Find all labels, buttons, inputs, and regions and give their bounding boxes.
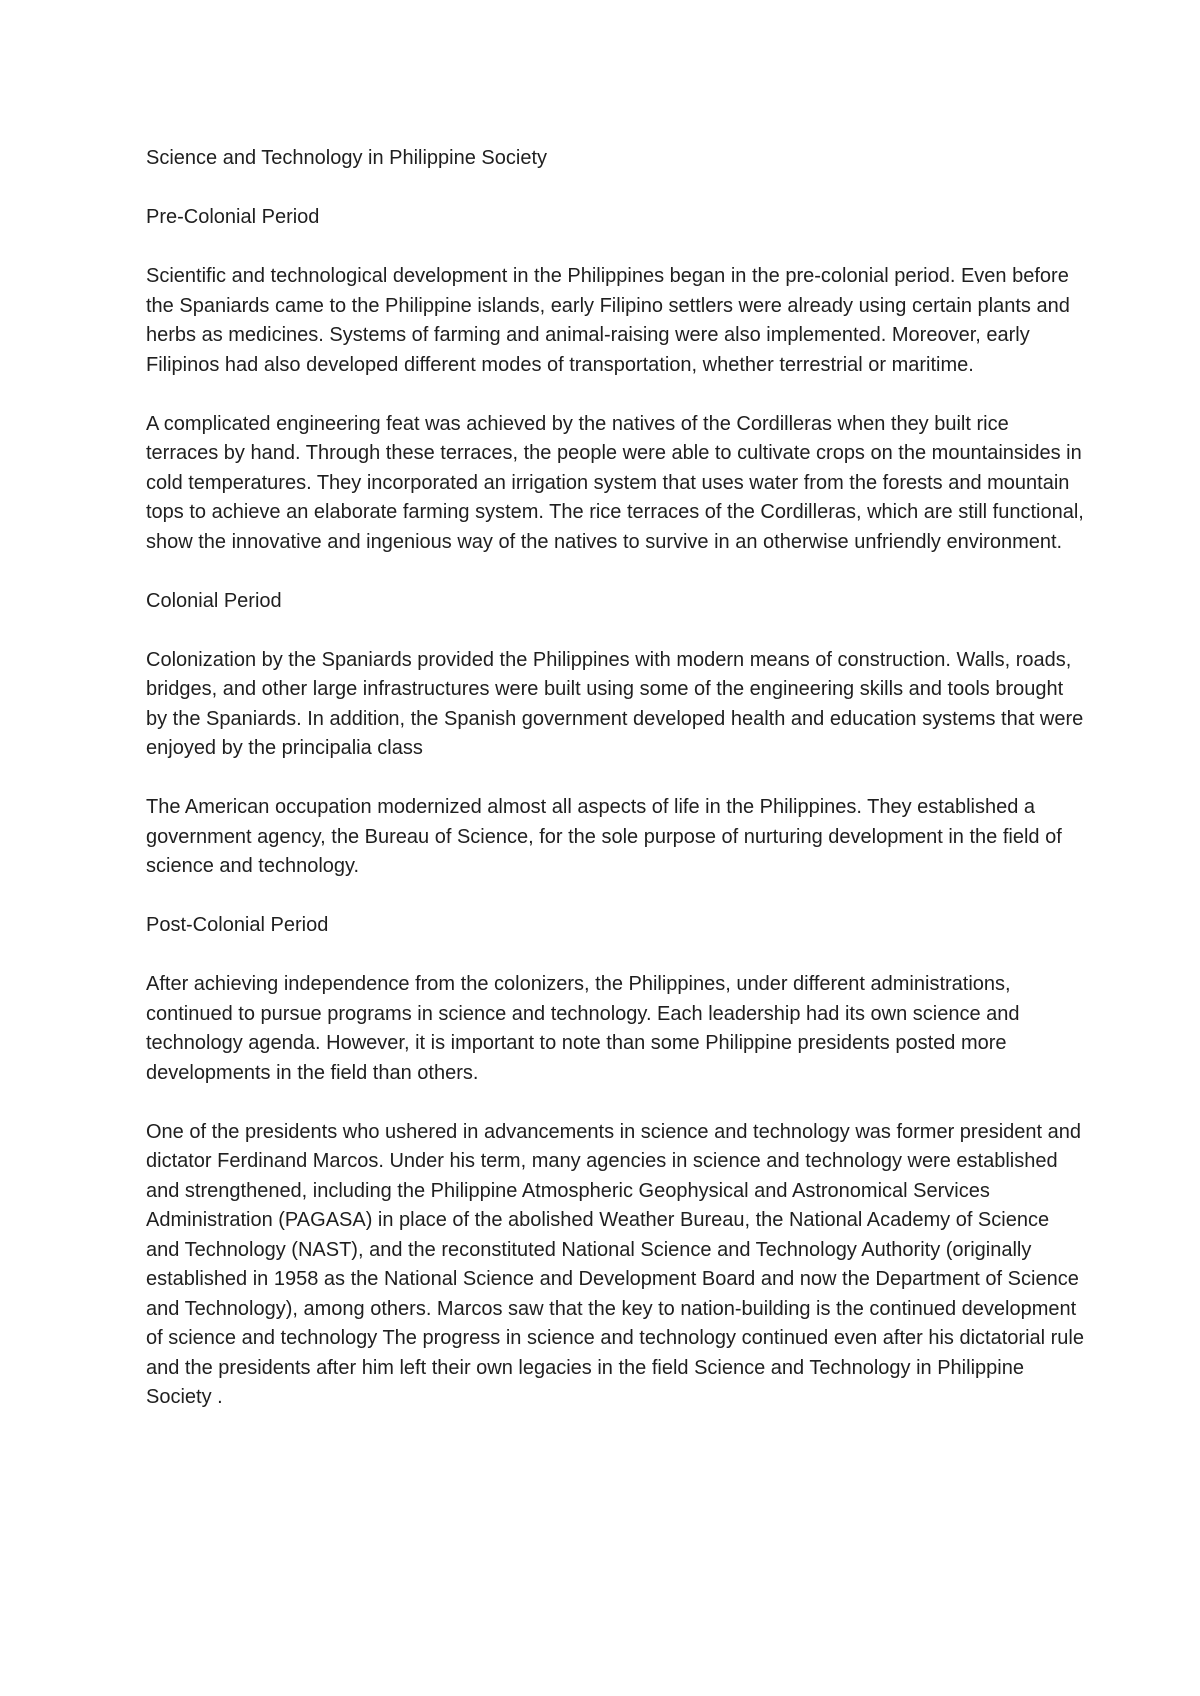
document-body (146, 144, 1086, 1413)
paragraph-post-colonial-2: One of the presidents who ushered in advancements in science and technology was former president and dictator Ferdinand Marcos. Under his term, many agencies in science and technology were established and strengthened, including the Philippine Atmospheric Geophysical and Astronomical Services Administration (PAGASA) in place of the abolished Weather Bureau, the National Academy of Science and Technology (NAST), and the reconstituted National Science and Technology Authority (originally established in 1958 as the National Science and Development Board and now the Department of Science and Technology), among others. Marcos saw that the key to nation-building is the continued development of science and technology The progress in science and technology continued even after his dictatorial rule and the presidents after him left their own legacies in the field Science and Technology in Philippine Society . (146, 1120, 1084, 1408)
paragraph-colonial-2: The American occupation modernized almost all aspects of life in the Philippines. They established a government agency, the Bureau of Science, for the sole purpose of nurturing development in the field of science and technology. (146, 796, 1062, 877)
paragraph-post-colonial-1: After achieving independence from the colonizers, the Philippines, under different administrations, continued to pursue programs in science and technology. Each leadership had its own science and technology agenda. However, it is important to note than some Philippine presidents posted more developments in the field than others. (146, 973, 1020, 1084)
section-heading-colonial: Colonial Period (146, 589, 282, 612)
document-title: Science and Technology in Philippine Society (146, 147, 548, 169)
section-heading-post-colonial: Post-Colonial Period (146, 914, 329, 936)
paragraph-pre-colonial-2: A complicated engineering feat was achieved by the natives of the Cordilleras when they built rice terraces by hand. Through these terraces, the people were able to cultivate crops on the mountainsides in cold temperatures. They incorporated an irrigation system that uses water from the forests and mountain tops to achieve an elaborate farming system. The rice terraces of the Cordilleras, which are still functional, show the innovative and ingenious way of the natives to survive in an otherwise unfriendly environment. (146, 412, 1084, 553)
section-heading-pre-colonial: Pre-Colonial Period (146, 206, 320, 228)
paragraph-pre-colonial-1: Scientific and technological development in the Philippines began in the pre-colonial period. Even before the Spaniards came to the Philippine islands, early Filipino settlers were already using certain plants and herbs as medicines. Systems of farming and animal-raising were also implemented. Moreover, early Filipinos had also developed different modes of transportation, whether terrestrial or maritime. (146, 265, 1070, 376)
paragraph-colonial-1: Colonization by the Spaniards provided the Philippines with modern means of construction. Walls, roads, bridges, and other large infrastructures were built using some of the engineering skills and tools brought by the Spaniards. In addition, the Spanish government developed health and education systems that were enjoyed by the principalia class (146, 648, 1084, 759)
